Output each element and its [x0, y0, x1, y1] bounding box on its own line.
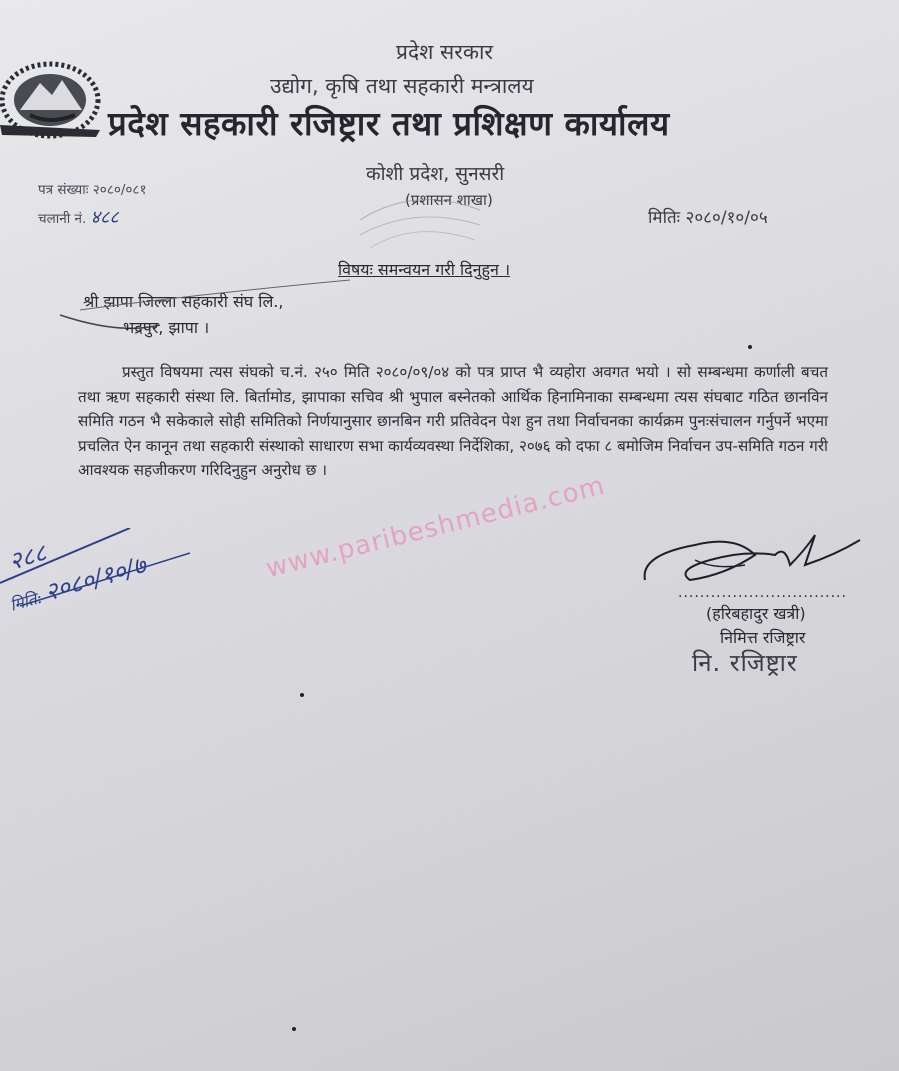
ministry-title: उद्योग, कृषि तथा सहकारी मन्त्रालय: [270, 74, 534, 98]
signatory-title: निमित्त रजिष्ट्रार: [720, 628, 806, 647]
government-emblem-icon: [0, 55, 110, 140]
signatory-stamp-title: नि. रजिष्ट्रार: [692, 649, 798, 677]
letter-subject: विषयः समन्वयन गरी दिनुहुन ।: [338, 260, 511, 279]
watermark: www.paribeshmedia.com: [263, 470, 609, 585]
ink-dot: [748, 345, 752, 349]
government-title: प्रदेश सरकार: [396, 40, 493, 64]
office-title: प्रदेश सहकारी रजिष्ट्रार तथा प्रशिक्षण कार्यालय: [108, 104, 670, 143]
signature-line: ...............................: [678, 585, 847, 601]
recipient-line-2: भद्रपुर, झापा ।: [123, 318, 210, 337]
received-date: मिति: २०८०/१०/७: [7, 551, 150, 615]
ink-dot: [292, 1027, 296, 1031]
office-branch: (प्रशासन शाखा): [405, 191, 493, 209]
received-number: २८८: [5, 538, 50, 576]
letter-body: प्रस्तुत विषयमा त्यस संघको च.नं. २५० मिति २०८०/०९/०४ को पत्र प्राप्त भै व्यहोरा अवगत भयो । सो सम्बन्धमा कर्णाली बचत तथा ऋण सहकारी संस्था लि. बिर्तामोड, झापाका सचिव श्री भुपाल बस्नेतको आर्थिक हिनामिनाका सम्बन्धमा त्यस संघबाट गठित छानविन समिति गठन भै सकेकाले सोही समितिको निर्णयानुसार छानबिन गरी प्रतिवेदन पेश हुन तथा निर्वाचनका कार्यक्रम पुनःसंचालन गर्नुपर्ने भएमा प्रचलित ऐन कानून तथा सहकारी संस्थाको साधारण सभा कार्यव्यवस्था निर्देशिका, २०७६ को दफा ८ बमोजिम निर्वाचन उप-समिति गठन गरी आवश्यक सहजीकरण गरिदिनुहुन अनुरोध छ ।: [78, 363, 828, 479]
office-location: कोशी प्रदेश, सुनसरी: [366, 163, 505, 185]
dispatch-number-value: ४८८: [90, 207, 119, 228]
dispatch-number: चलानी नं. ४८८: [38, 207, 119, 228]
office-stamp-icon: [355, 190, 485, 250]
recipient-line-1: श्री झापा जिल्ला सहकारी संघ लि.,: [83, 292, 284, 311]
letter-date: मितिः २०८०/१०/०५: [648, 208, 768, 228]
ink-dot: [300, 693, 304, 697]
recipient-underline-stroke: [50, 275, 370, 335]
signatory-name: (हरिबहादुर खत्री): [706, 604, 806, 623]
reference-number: पत्र संख्याः २०८०/०८१: [38, 182, 147, 198]
